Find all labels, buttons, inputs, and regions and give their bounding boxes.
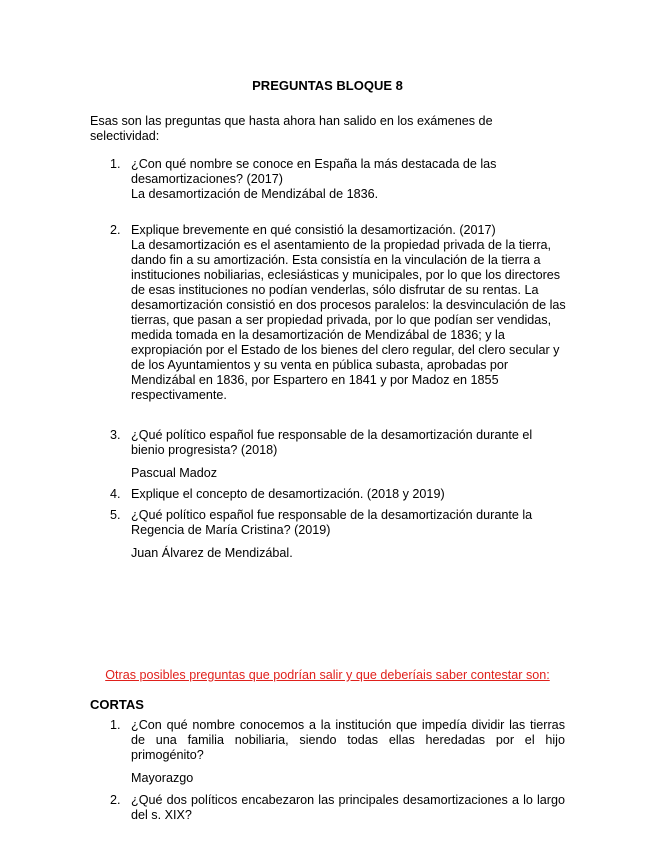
question-item-2	[90, 223, 580, 403]
answer-text: Mayorazgo	[131, 771, 194, 785]
intro-paragraph: Esas son las preguntas que hasta ahora han salido en los exámenes de selectividad:	[90, 114, 493, 143]
question-number: 1.	[110, 157, 121, 171]
other-questions-note: Otras posibles preguntas que podrían salir y que deberíais saber contestar son:	[105, 668, 550, 682]
question-text: Explique el concepto de desamortización. (2018 y 2019)	[131, 487, 445, 501]
question-number: 2.	[110, 223, 121, 237]
question-number: 3.	[110, 428, 121, 442]
answer-text: Juan Álvarez de Mendizábal.	[131, 546, 293, 560]
question-number: 5.	[110, 508, 121, 522]
question-number: 2.	[110, 793, 121, 807]
question-number: 4.	[110, 487, 121, 501]
section-title: CORTAS	[90, 697, 144, 712]
question-item-5	[90, 508, 580, 561]
question-text: ¿Qué dos políticos encabezaron las principales desamortizaciones a lo largo del s. XIX?	[131, 793, 565, 822]
question-text: ¿Con qué nombre se conoce en España la más destacada de las desamortizaciones? (2017)	[131, 157, 497, 186]
page-title: PREGUNTAS BLOQUE 8	[252, 78, 403, 93]
question-text: Explique brevemente en qué consistió la desamortización. (2017)	[131, 223, 496, 237]
answer-text: La desamortización de Mendizábal de 1836.	[131, 187, 379, 201]
question-number: 1.	[110, 718, 121, 732]
question-text: ¿Con qué nombre conocemos a la institución que impedía dividir las tierras de una familia nobiliaria, siendo todas ellas heredadas por el hijo primogénito?	[131, 718, 565, 762]
question-item-1	[90, 157, 580, 202]
answer-text: Pascual Madoz	[131, 466, 218, 480]
answer-text: La desamortización es el asentamiento de la propiedad privada de la tierra, dando fin a su amortización. Esta consistía en la vinculación de la tierra a instituciones nobiliarias, eclesiásticas y municipales, por lo que los directores de esas instituciones no podían venderlas, sólo disfrutar de su rentas. La desamortización consistió en dos procesos paralelos: la desvinculación de las tierras, que pasan a ser propiedad privada, por lo que podían ser vendidas, medida tomada en la desamortización de Mendizábal de 1836; y la expropiación por el Estado de los bienes del clero regular, del clero secular y de los Ayuntamientos y su venta en pública subasta, aprobadas por Mendizábal en 1836, por Espartero en 1841 y por Madoz en 1855 respectivamente.	[131, 238, 566, 402]
question-item-3	[90, 428, 580, 481]
question-item-4	[90, 487, 580, 502]
question-text: ¿Qué político español fue responsable de la desamortización durante la Regencia de María Cristina? (2019)	[131, 508, 533, 537]
question-text: ¿Qué político español fue responsable de la desamortización durante el bienio progresista? (2018)	[131, 428, 533, 457]
short-question-item-1	[90, 718, 580, 786]
short-question-item-2	[90, 793, 580, 823]
